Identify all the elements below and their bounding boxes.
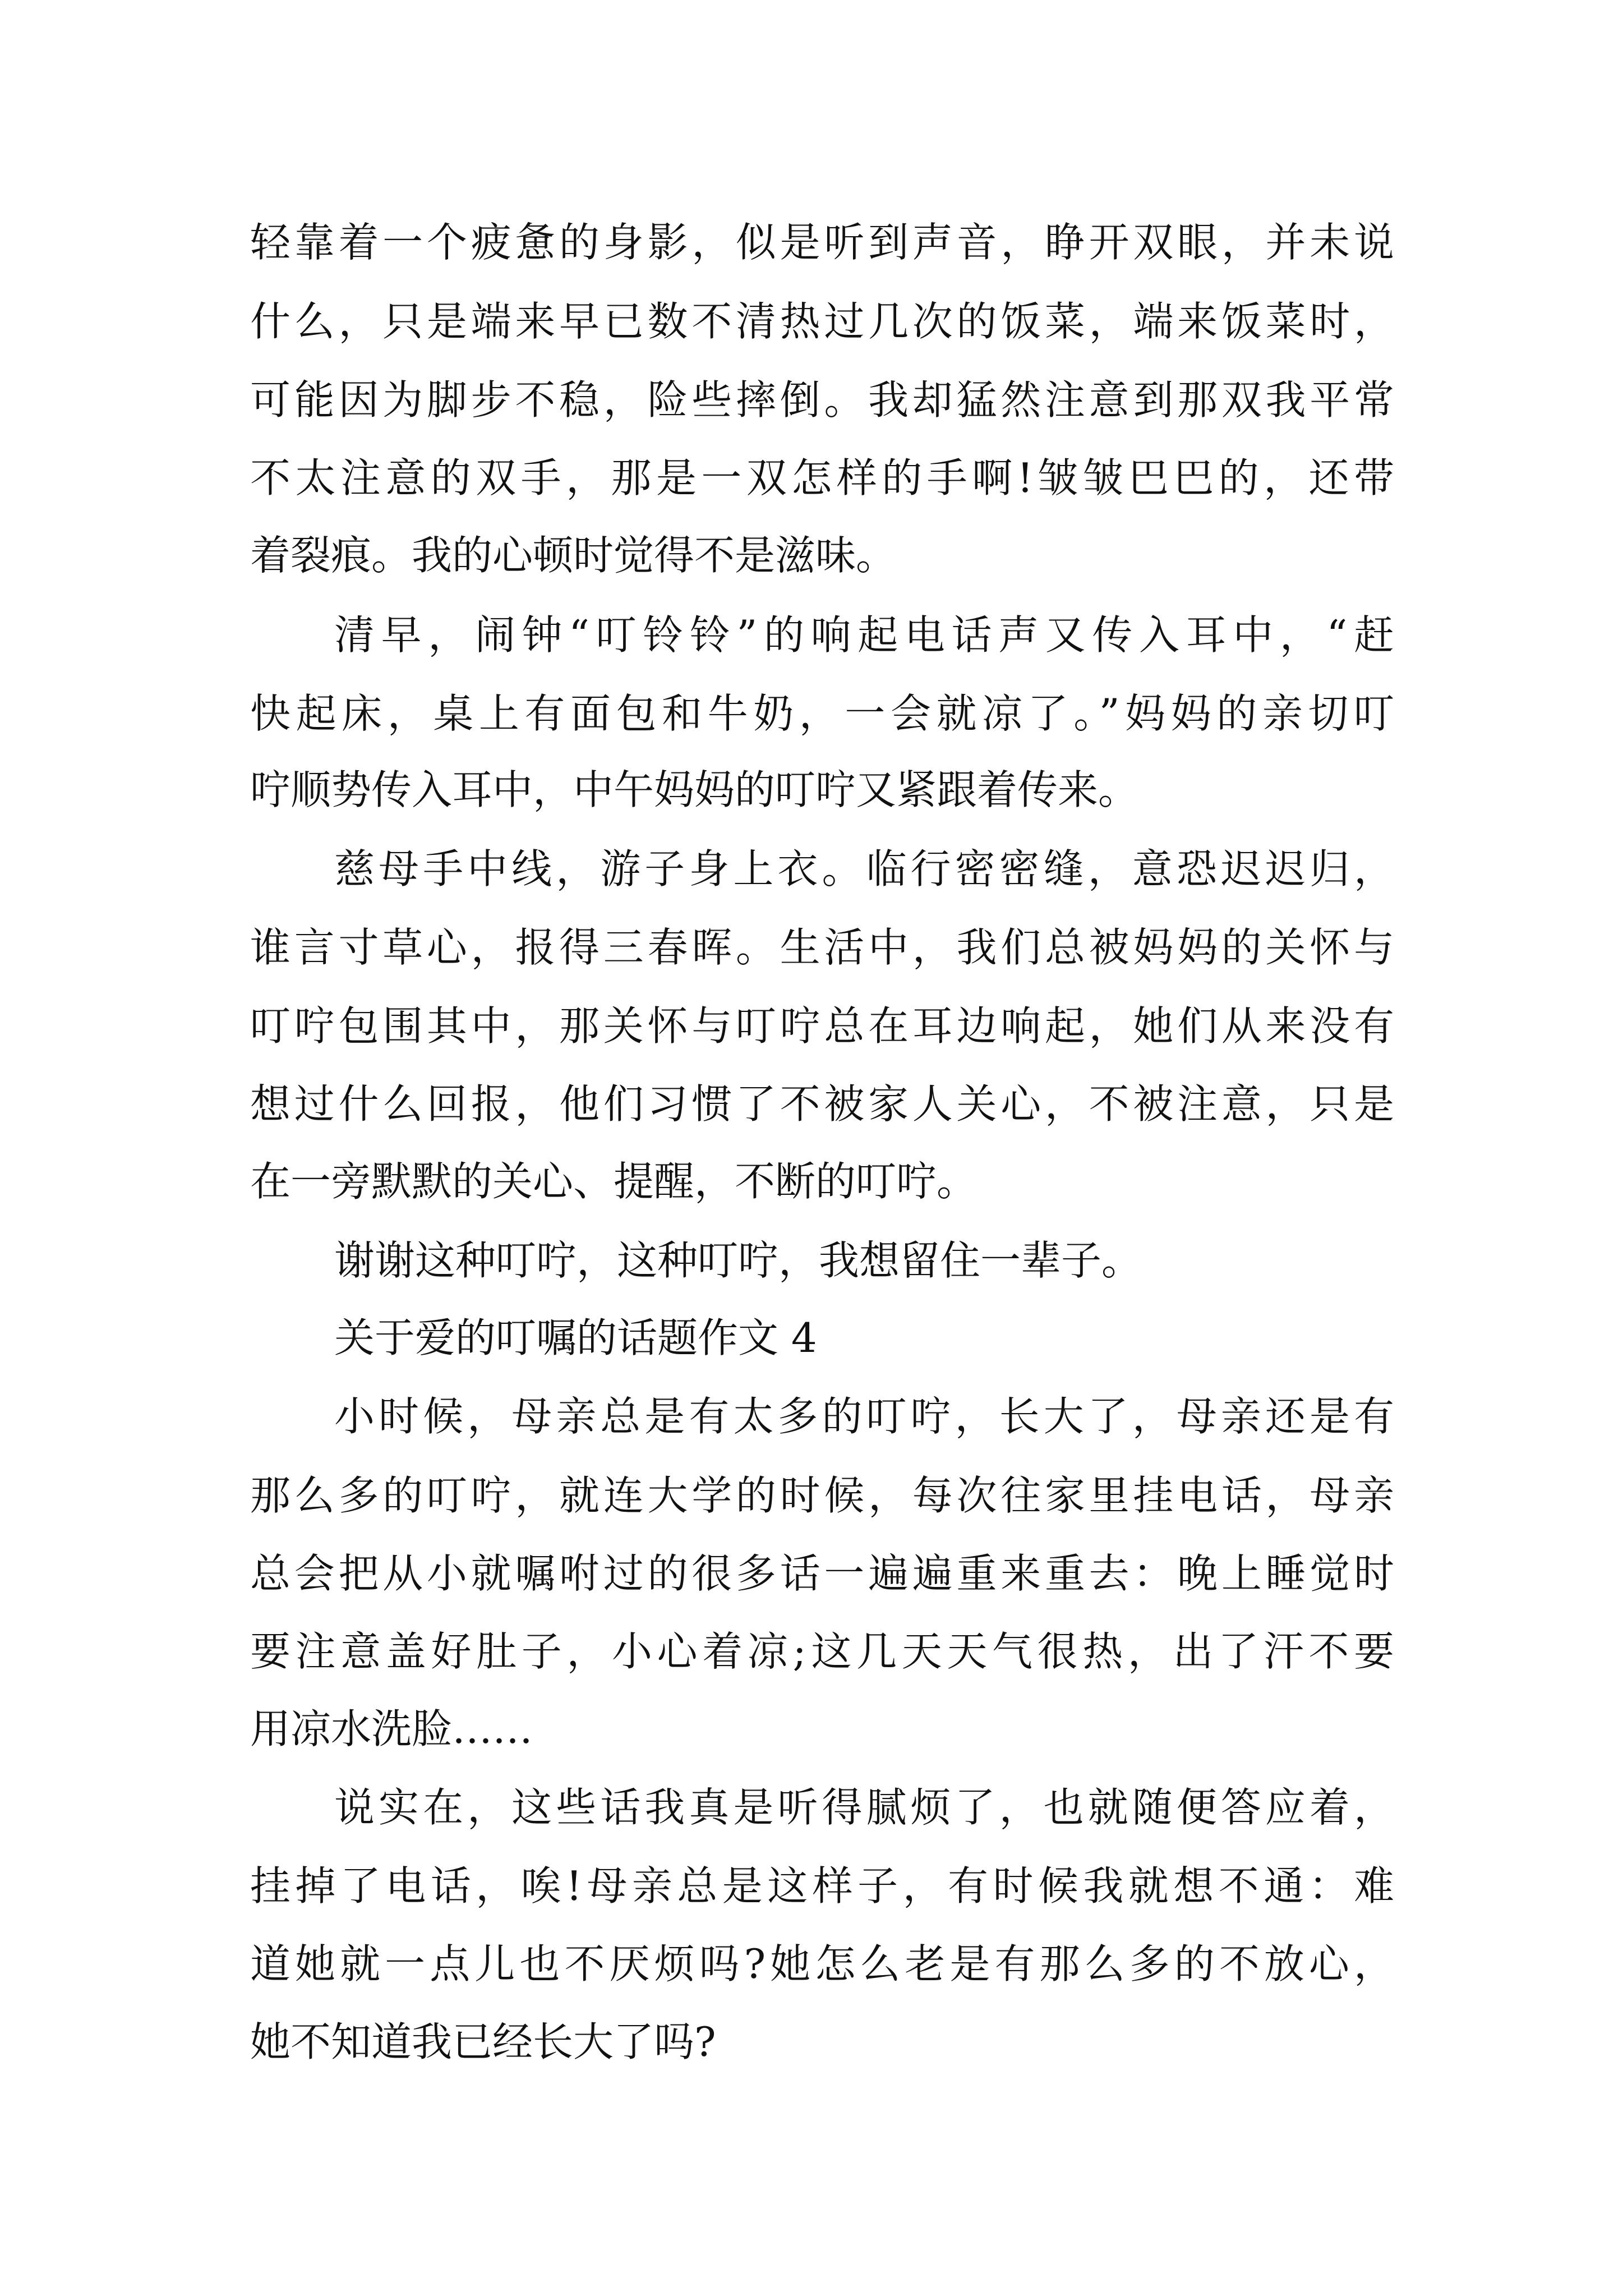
text-line: 那么多的叮咛，就连大学的时候，每次往家里挂电话，母亲 — [250, 1472, 1394, 1519]
text-line: 不太注意的双手，那是一双怎样的手啊!皱皱巴巴的，还带 — [250, 454, 1394, 501]
text-line: 咛顺势传入耳中，中午妈妈的叮咛又紧跟着传来。 — [250, 766, 1139, 813]
text-line: 总会把从小就嘱咐过的很多话一遍遍重来重去：晚上睡觉时 — [250, 1550, 1394, 1597]
text-line: 在一旁默默的关心、提醒，不断的叮咛。 — [250, 1158, 978, 1205]
text-line: 要注意盖好肚子，小心着凉;这几天天气很热，出了汗不要 — [250, 1628, 1394, 1675]
text-line: 叮咛包围其中，那关怀与叮咛总在耳边响起，她们从来没有 — [250, 1002, 1394, 1050]
text-line: 着裂痕。我的心顿时觉得不是滋味。 — [250, 532, 897, 579]
paragraph-first-line: 清早，闹钟“叮铃铃”的响起电话声又传入耳中，“赶 — [334, 611, 1394, 659]
text-line: 想过什么回报，他们习惯了不被家人关心，不被注意，只是 — [250, 1080, 1394, 1128]
text-line: 可能因为脚步不稳，险些摔倒。我却猛然注意到那双我平常 — [250, 376, 1394, 424]
text-line: 谁言寸草心，报得三春晖。生活中，我们总被妈妈的关怀与 — [250, 924, 1394, 971]
text-line: 道她就一点儿也不厌烦吗?她怎么老是有那么多的不放心， — [250, 1940, 1394, 1987]
paragraph-first-line: 谢谢这种叮咛，这种叮咛，我想留住一辈子。 — [334, 1237, 1142, 1284]
text-line: 快起床，桌上有面包和牛奶，一会就凉了。”妈妈的亲切叮 — [250, 690, 1394, 737]
text-line: 用凉水洗脸…… — [250, 1705, 533, 1752]
paragraph-first-line: 慈母手中线，游子身上衣。临行密密缝，意恐迟迟归， — [334, 845, 1394, 892]
paragraph-first-line: 小时候，母亲总是有太多的叮咛，长大了，母亲还是有 — [334, 1393, 1394, 1440]
text-line: 她不知道我已经长大了吗? — [250, 2018, 716, 2065]
text-line: 轻靠着一个疲惫的身影，似是听到声音，睁开双眼，并未说 — [250, 219, 1394, 266]
paragraph-first-line: 说实在，这些话我真是听得腻烦了，也就随便答应着， — [334, 1784, 1394, 1831]
text-line: 什么，只是端来早已数不清热过几次的饭菜，端来饭菜时， — [250, 298, 1394, 345]
section-heading: 关于爱的叮嘱的话题作文 4 — [334, 1314, 817, 1361]
text-line: 挂掉了电话，唉!母亲总是这样子，有时候我就想不通：难 — [250, 1862, 1394, 1910]
